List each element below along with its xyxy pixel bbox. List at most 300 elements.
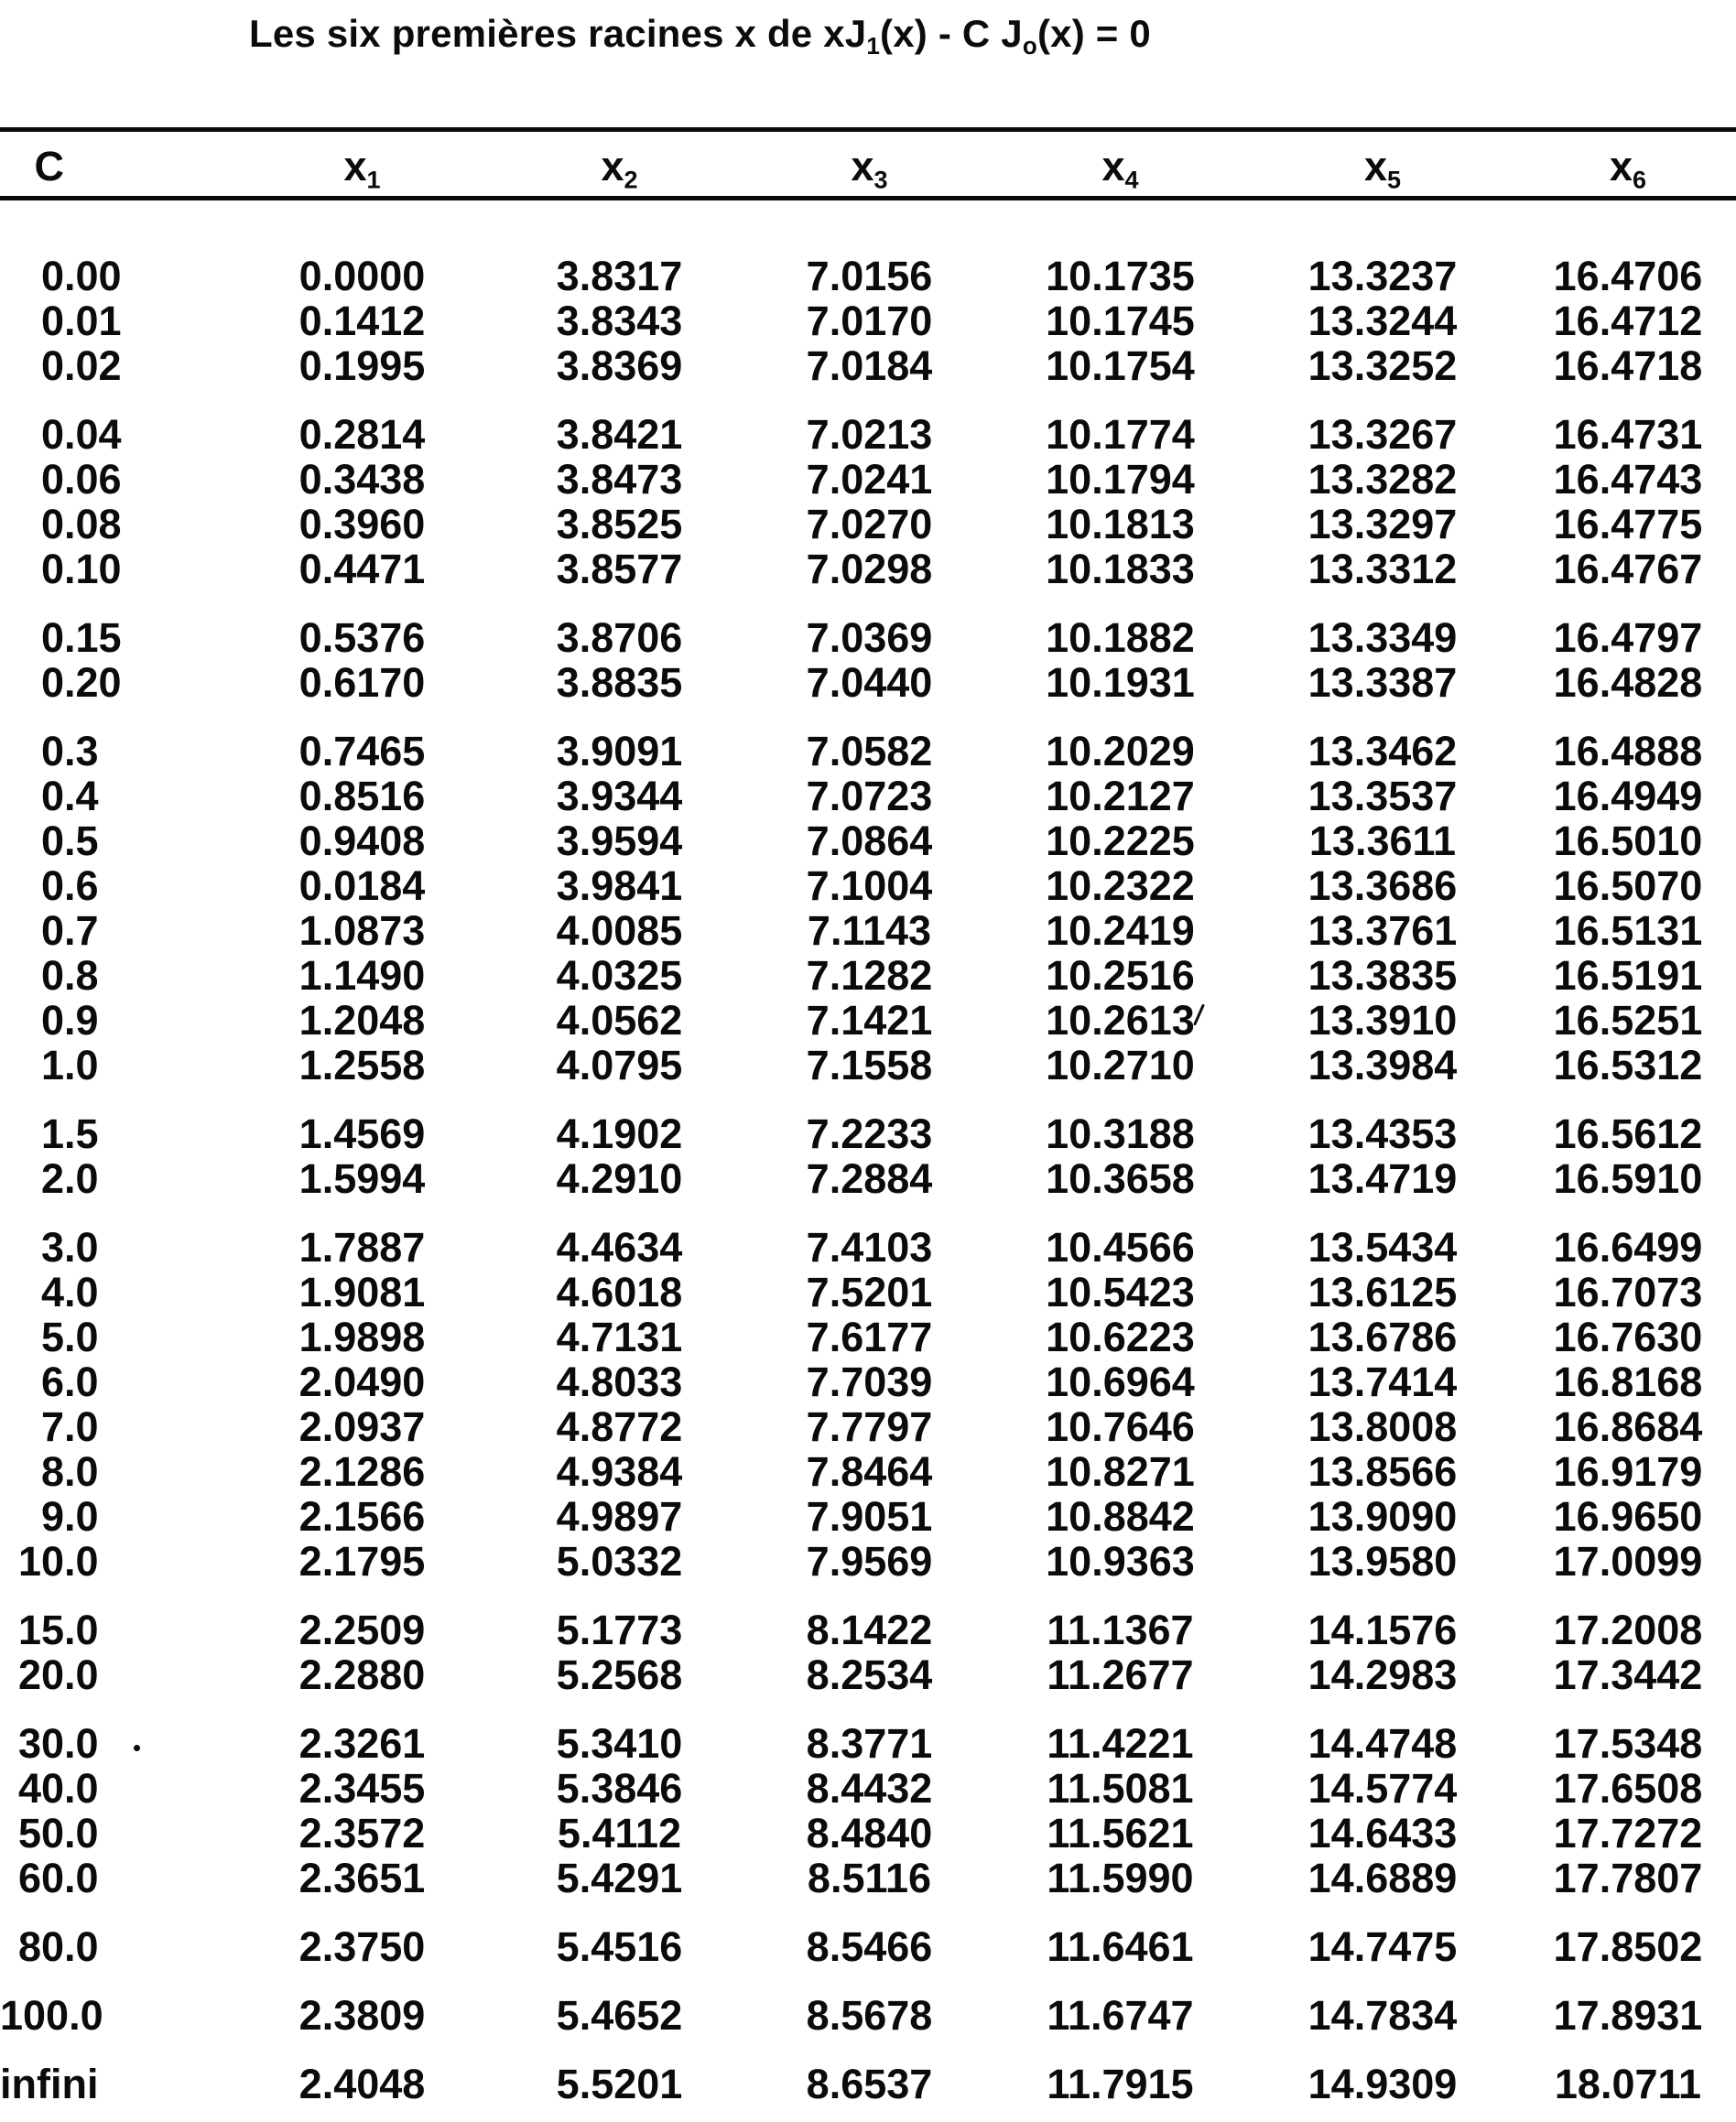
cell-c — [0, 1225, 229, 1270]
cell-x6: 16.4828 — [1553, 659, 1703, 706]
cell-x1: 1.4569 — [298, 1110, 426, 1157]
c-fraction-part: .0 — [64, 1314, 99, 1360]
table-row — [0, 1225, 1736, 1270]
cell-x5: 14.9309 — [1307, 2061, 1458, 2107]
c-integer-part: 80 — [17, 1923, 64, 1970]
cell-x5: 13.3910 — [1307, 997, 1458, 1044]
cell-x4: 10.2225 — [1046, 817, 1195, 864]
cell-x6: 16.4949 — [1553, 773, 1703, 819]
row-group — [0, 1924, 1736, 1969]
cell-x5: 13.4353 — [1307, 1110, 1458, 1157]
cell-x6: 17.0099 — [1553, 1538, 1703, 1585]
c-integer-part: 0 — [40, 411, 64, 458]
cell-x3: 7.0270 — [806, 501, 933, 547]
cell-x4: 10.6964 — [1046, 1359, 1195, 1405]
cell-x5: 13.5434 — [1307, 1224, 1458, 1271]
cell-x2: 3.8835 — [556, 659, 683, 706]
cell-x4: 10.2516 — [1046, 952, 1195, 999]
cell-x6: 17.7807 — [1553, 1855, 1703, 1901]
table-row — [0, 1494, 1736, 1539]
cell-x1: 0.7465 — [298, 728, 426, 774]
table-row — [0, 1766, 1736, 1811]
cell-x5: 13.3462 — [1307, 728, 1458, 774]
cell-x3: 7.0213 — [806, 411, 933, 458]
cell-x1: 1.9898 — [298, 1314, 426, 1360]
c-fraction-part: .0 — [64, 1224, 99, 1271]
cell-c — [0, 1766, 229, 1811]
cell-x4: 10.2710 — [1046, 1042, 1195, 1088]
cell-x6: 16.4888 — [1553, 728, 1703, 774]
table-row — [0, 1270, 1736, 1315]
table-row — [0, 1811, 1736, 1856]
scan-artifact-dot — [134, 1745, 140, 1751]
cell-x1: 2.4048 — [298, 2061, 426, 2107]
cell-c — [0, 774, 229, 818]
cell-x5: 13.8566 — [1307, 1448, 1458, 1495]
cell-c — [0, 457, 229, 502]
cell-x2: 5.3410 — [556, 1720, 683, 1767]
cell-x3: 7.7797 — [806, 1403, 933, 1450]
table-row — [0, 343, 1736, 388]
cell-c — [0, 343, 229, 388]
cell-x4: 10.1774 — [1046, 411, 1195, 458]
c-fraction-part: .02 — [64, 342, 122, 389]
cell-x5: 13.3761 — [1307, 907, 1458, 954]
cell-x6: 16.4767 — [1553, 546, 1703, 592]
cell-x6: 16.4743 — [1553, 456, 1703, 503]
cell-x3: 7.1143 — [807, 907, 932, 954]
cell-x4: 10.5423 — [1046, 1269, 1195, 1315]
cell-c — [0, 1156, 229, 1201]
cell-c — [0, 412, 229, 457]
cell-c — [0, 2062, 229, 2106]
c-integer-part: 100 — [0, 1992, 70, 2039]
cell-x2: 3.8525 — [556, 501, 683, 547]
cell-c — [0, 863, 229, 908]
cell-x5: 14.5774 — [1307, 1765, 1458, 1812]
cell-x5: 13.3686 — [1307, 862, 1458, 909]
cell-x3: 7.9051 — [806, 1493, 933, 1540]
cell-x2: 3.8317 — [556, 253, 683, 299]
cell-x1: 0.6170 — [298, 659, 426, 706]
cell-x2: 3.8577 — [556, 546, 683, 592]
table-row — [0, 774, 1736, 818]
cell-x1: 1.2048 — [298, 997, 426, 1044]
c-fraction-part: .0 — [64, 1448, 99, 1495]
table-row — [0, 1359, 1736, 1404]
row-group — [0, 1993, 1736, 2038]
cell-x1: 0.0184 — [298, 862, 426, 909]
table-row — [0, 1449, 1736, 1494]
cell-x1: 0.1995 — [298, 342, 426, 389]
c-fraction-part: .0 — [64, 1403, 99, 1450]
cell-x6: 16.5010 — [1553, 817, 1703, 864]
cell-x3: 8.5116 — [807, 1855, 932, 1901]
cell-x3: 7.7039 — [806, 1359, 933, 1405]
cell-x1: 2.0937 — [298, 1403, 426, 1450]
cell-x2: 4.2910 — [556, 1155, 683, 1202]
top-rule — [0, 127, 1736, 132]
cell-x3: 7.0184 — [806, 342, 933, 389]
c-fraction-part: .00 — [64, 253, 122, 299]
cell-c — [0, 1449, 229, 1494]
table-row — [0, 298, 1736, 343]
c-integer-part: 0 — [40, 298, 64, 344]
cell-x5: 13.9580 — [1307, 1538, 1458, 1585]
cell-x5: 14.7834 — [1307, 1992, 1458, 2039]
cell-x2: 4.8772 — [556, 1403, 683, 1450]
cell-x4: 10.2029 — [1046, 728, 1195, 774]
cell-x1: 1.9081 — [298, 1269, 426, 1315]
c-fraction-part: .0 — [64, 1042, 99, 1088]
cell-x1: 2.2509 — [298, 1607, 426, 1653]
cell-x5: 13.3312 — [1307, 546, 1458, 592]
cell-x2: 5.1773 — [556, 1607, 683, 1653]
c-integer-part: 0 — [40, 952, 64, 999]
cell-x6: 16.5910 — [1553, 1155, 1703, 1202]
cell-x5: 13.3984 — [1307, 1042, 1458, 1088]
cell-x3: 8.5466 — [806, 1923, 933, 1970]
cell-x2: 3.9594 — [556, 817, 683, 864]
column-header-x3: $x_3$ — [851, 143, 888, 194]
cell-x4: 11.5990 — [1047, 1855, 1194, 1901]
cell-x6: 16.4775 — [1553, 501, 1703, 547]
row-group — [0, 2062, 1736, 2106]
row-group — [0, 1225, 1736, 1584]
c-fraction-part: .15 — [64, 614, 122, 661]
cell-x4: 10.1882 — [1046, 614, 1195, 661]
cell-c — [0, 1315, 229, 1359]
cell-x1: 0.1412 — [298, 298, 426, 344]
c-integer-part: 0 — [40, 456, 64, 503]
cell-x4: 10.1735 — [1046, 253, 1195, 299]
c-fraction-part: .10 — [64, 546, 122, 592]
column-header-c-label: C — [34, 143, 64, 189]
cell-x4: 10.3188 — [1046, 1110, 1195, 1157]
cell-x1: 1.0873 — [298, 907, 426, 954]
cell-c — [0, 1652, 229, 1697]
c-integer-part: 0 — [40, 253, 64, 299]
cell-x2: 5.4516 — [556, 1923, 683, 1970]
table-row — [0, 547, 1736, 591]
cell-c — [0, 298, 229, 343]
c-fraction-part: .0 — [64, 1155, 99, 1202]
cell-x4: 10.1931 — [1046, 659, 1195, 706]
c-fraction-part: .5 — [64, 1110, 99, 1157]
c-integer-part: 6 — [40, 1359, 64, 1405]
cell-x6: 16.4797 — [1553, 614, 1703, 661]
cell-c — [0, 953, 229, 998]
cell-x3: 7.2884 — [806, 1155, 933, 1202]
cell-x1: 2.1286 — [298, 1448, 426, 1495]
cell-x3: 7.0440 — [806, 659, 933, 706]
c-integer-part: 0 — [40, 501, 64, 547]
table-row — [0, 1721, 1736, 1766]
column-header-x6: $x_6$ — [1609, 143, 1647, 194]
cell-x3: 7.0241 — [806, 456, 933, 503]
c-integer-part: 0 — [40, 997, 64, 1044]
c-fraction-part: .0 — [64, 1538, 99, 1585]
cell-x5: 14.6433 — [1307, 1810, 1458, 1857]
cell-x3: 7.2233 — [806, 1110, 933, 1157]
cell-x3: 7.1004 — [806, 862, 933, 909]
row-group — [0, 1721, 1736, 1900]
cell-x2: 5.0332 — [556, 1538, 683, 1585]
c-integer-part: 0 — [40, 907, 64, 954]
cell-x1: 0.3960 — [298, 501, 426, 547]
cell-c — [0, 1811, 229, 1856]
c-integer-part: 0 — [40, 546, 64, 592]
cell-x6: 16.4712 — [1553, 298, 1703, 344]
table-row — [0, 1993, 1736, 2038]
c-integer-part: 0 — [40, 659, 64, 706]
cell-x1: 2.1566 — [298, 1493, 426, 1540]
cell-x1: 0.3438 — [298, 456, 426, 503]
cell-x6: 16.4706 — [1553, 253, 1703, 299]
cell-x6: 16.5251 — [1553, 997, 1703, 1044]
cell-x6: 16.4731 — [1553, 411, 1703, 458]
cell-x4: 11.1367 — [1047, 1607, 1194, 1653]
cell-x5: 13.3349 — [1307, 614, 1458, 661]
cell-x4: 11.2677 — [1047, 1651, 1194, 1698]
cell-x3: 7.1421 — [806, 997, 933, 1044]
cell-x4: 10.1745 — [1046, 298, 1195, 344]
cell-x5: 13.3282 — [1307, 456, 1458, 503]
c-fraction-part: .0 — [64, 1855, 99, 1901]
cell-x6: 17.8931 — [1553, 1992, 1703, 2039]
cell-x2: 4.1902 — [556, 1110, 683, 1157]
cell-x5: 14.2983 — [1307, 1651, 1458, 1698]
cell-x6: 16.5191 — [1553, 952, 1703, 999]
cell-c — [0, 1043, 229, 1088]
cell-x6: 18.0711 — [1554, 2061, 1702, 2107]
cell-c — [0, 729, 229, 774]
row-group — [0, 729, 1736, 1088]
cell-x3: 7.0298 — [806, 546, 933, 592]
cell-c — [0, 1856, 229, 1900]
cell-x6: 16.8684 — [1553, 1403, 1703, 1450]
cell-x4: 10.2322 — [1046, 862, 1195, 909]
cell-c — [0, 908, 229, 953]
c-integer-part: 20 — [17, 1651, 64, 1698]
cell-c — [0, 1924, 229, 1969]
cell-x5: 13.3267 — [1307, 411, 1458, 458]
cell-x1: 1.1490 — [298, 952, 426, 999]
cell-x1: 2.2880 — [298, 1651, 426, 1698]
table-row — [0, 729, 1736, 774]
cell-c — [0, 998, 229, 1043]
c-integer-part: 50 — [17, 1810, 64, 1857]
c-integer-part: 0 — [40, 614, 64, 661]
cell-x6: 16.9650 — [1553, 1493, 1703, 1540]
column-header-c — [0, 143, 229, 190]
c-fraction-part: .0 — [64, 1765, 99, 1812]
cell-x2: 4.8033 — [556, 1359, 683, 1405]
cell-x3: 7.5201 — [806, 1269, 933, 1315]
cell-x1: 2.3651 — [298, 1855, 426, 1901]
cell-x3: 8.4432 — [806, 1765, 933, 1812]
cell-x6: 17.3442 — [1553, 1651, 1703, 1698]
c-fraction-part: .0 — [64, 1269, 99, 1315]
table-header-row — [0, 137, 1736, 196]
c-fraction-part: .0 — [64, 1607, 99, 1653]
cell-c — [0, 615, 229, 660]
table-row — [0, 457, 1736, 502]
cell-x6: 17.5348 — [1553, 1720, 1703, 1767]
table-row — [0, 1856, 1736, 1900]
cell-x3: 7.1558 — [806, 1042, 933, 1088]
cell-x5: 13.4719 — [1307, 1155, 1458, 1202]
cell-c — [0, 660, 229, 705]
c-integer-part: 5 — [40, 1314, 64, 1360]
cell-c — [0, 1359, 229, 1404]
cell-x4: 11.4221 — [1047, 1720, 1194, 1767]
table-row — [0, 863, 1736, 908]
cell-x5: 13.3237 — [1307, 253, 1458, 299]
c-fraction-part: .7 — [64, 907, 99, 954]
c-fraction-part: .0 — [64, 1923, 99, 1970]
cell-x4: 10.8842 — [1046, 1493, 1195, 1540]
cell-x5: 13.3611 — [1308, 817, 1457, 864]
cell-x4: 10.2613 — [1046, 997, 1195, 1044]
header-rule — [0, 196, 1736, 200]
cell-x4: 11.6461 — [1047, 1923, 1194, 1970]
cell-x5: 13.6786 — [1307, 1314, 1458, 1360]
cell-x5: 13.3252 — [1307, 342, 1458, 389]
c-fraction-part: .6 — [64, 862, 99, 909]
cell-x2: 4.0562 — [556, 997, 683, 1044]
title-text-run: (x) - C J — [880, 12, 1023, 55]
table-row — [0, 818, 1736, 863]
cell-x4: 10.2127 — [1046, 773, 1195, 819]
c-fraction-part: .0 — [64, 1810, 99, 1857]
cell-x1: 2.3750 — [298, 1923, 426, 1970]
c-fraction-part: .5 — [64, 817, 99, 864]
c-integer-part: 2 — [40, 1155, 64, 1202]
cell-x2: 4.6018 — [556, 1269, 683, 1315]
cell-x2: 4.7131 — [556, 1314, 683, 1360]
cell-x2: 4.4634 — [556, 1224, 683, 1271]
cell-x4: 10.4566 — [1046, 1224, 1195, 1271]
title-subscript: o — [1022, 31, 1037, 60]
c-fraction-part: .0 — [64, 1720, 99, 1767]
c-fraction-part: .04 — [64, 411, 122, 458]
cell-c — [0, 1404, 229, 1449]
cell-x2: 3.8421 — [556, 411, 683, 458]
c-fraction-part: .01 — [64, 298, 122, 344]
cell-x6: 17.6508 — [1553, 1765, 1703, 1812]
cell-x2: 3.8343 — [556, 298, 683, 344]
cell-x3: 8.3771 — [806, 1720, 933, 1767]
cell-x1: 2.3455 — [298, 1765, 426, 1812]
cell-x3: 7.0723 — [806, 773, 933, 819]
title-text-run: Les six premières racines x de xJ — [249, 12, 867, 55]
cell-x4: 11.7915 — [1047, 2061, 1194, 2107]
table-row — [0, 1539, 1736, 1584]
table-row — [0, 1924, 1736, 1969]
c-fraction-part: .06 — [64, 456, 122, 503]
cell-x2: 5.2568 — [556, 1651, 683, 1698]
cell-c — [0, 1608, 229, 1652]
column-header-x5: $x_5$ — [1363, 143, 1402, 194]
cell-c — [0, 1111, 229, 1156]
c-integer-part: 30 — [17, 1720, 64, 1767]
c-fraction-part: .8 — [64, 952, 99, 999]
cell-x6: 16.9179 — [1553, 1448, 1703, 1495]
c-integer-part: 15 — [17, 1607, 64, 1653]
row-group — [0, 615, 1736, 705]
column-header-x1: $x_1$ — [343, 143, 381, 194]
cell-x3: 7.0156 — [806, 253, 933, 299]
cell-x4: 11.5081 — [1047, 1765, 1194, 1812]
cell-x2: 5.3846 — [556, 1765, 683, 1812]
row-group — [0, 1111, 1736, 1201]
title-text-run: (x) = 0 — [1036, 12, 1151, 55]
cell-x2: 5.4291 — [556, 1855, 683, 1901]
cell-x1: 0.8516 — [298, 773, 426, 819]
cell-x4: 10.6223 — [1046, 1314, 1195, 1360]
cell-x5: 14.7475 — [1307, 1923, 1458, 1970]
cell-x6: 16.6499 — [1553, 1224, 1703, 1271]
c-fraction-part: .0 — [64, 1651, 99, 1698]
table-body — [0, 254, 1736, 2106]
c-integer-part: 8 — [40, 1448, 64, 1495]
cell-x2: 3.8473 — [556, 456, 683, 503]
c-fraction-part: .9 — [64, 997, 99, 1044]
cell-x3: 8.2534 — [806, 1651, 933, 1698]
cell-x5: 13.3387 — [1307, 659, 1458, 706]
cell-c — [0, 818, 229, 863]
c-fraction-part: .20 — [64, 659, 122, 706]
c-integer-part: 4 — [40, 1269, 64, 1315]
c-integer-part: 0 — [40, 342, 64, 389]
cell-x6: 16.7073 — [1553, 1269, 1703, 1315]
cell-x2: 3.8369 — [556, 342, 683, 389]
cell-x4: 10.1794 — [1046, 456, 1195, 503]
cell-c — [0, 1494, 229, 1539]
table-row — [0, 998, 1736, 1043]
cell-x2: 4.0085 — [556, 907, 683, 954]
cell-x1: 1.2558 — [298, 1042, 426, 1088]
cell-x4: 10.3658 — [1046, 1155, 1195, 1202]
cell-x2: 4.0795 — [556, 1042, 683, 1088]
c-fraction-part: .3 — [64, 728, 99, 774]
row-group — [0, 1608, 1736, 1697]
cell-x4: 10.1813 — [1046, 501, 1195, 547]
cell-x1: 2.1795 — [298, 1538, 426, 1585]
c-integer-part: infini — [0, 2061, 99, 2107]
cell-x5: 13.3835 — [1307, 952, 1458, 999]
c-integer-part: 1 — [40, 1110, 64, 1157]
table-row — [0, 502, 1736, 547]
cell-x5: 13.8008 — [1307, 1403, 1458, 1450]
cell-x2: 3.8706 — [556, 614, 683, 661]
table-row — [0, 1111, 1736, 1156]
cell-x6: 17.8502 — [1553, 1923, 1703, 1970]
table-row — [0, 1608, 1736, 1652]
cell-x2: 3.9841 — [556, 862, 683, 909]
cell-x5: 14.4748 — [1307, 1720, 1458, 1767]
cell-x4: 10.9363 — [1046, 1538, 1195, 1585]
row-group — [0, 412, 1736, 591]
c-integer-part: 0 — [40, 773, 64, 819]
cell-x1: 0.2814 — [298, 411, 426, 458]
cell-x3: 7.6177 — [806, 1314, 933, 1360]
cell-x4: 10.1754 — [1046, 342, 1195, 389]
c-fraction-part: .0 — [69, 1992, 103, 2039]
cell-c — [0, 254, 229, 298]
title-subscript: 1 — [866, 31, 881, 60]
